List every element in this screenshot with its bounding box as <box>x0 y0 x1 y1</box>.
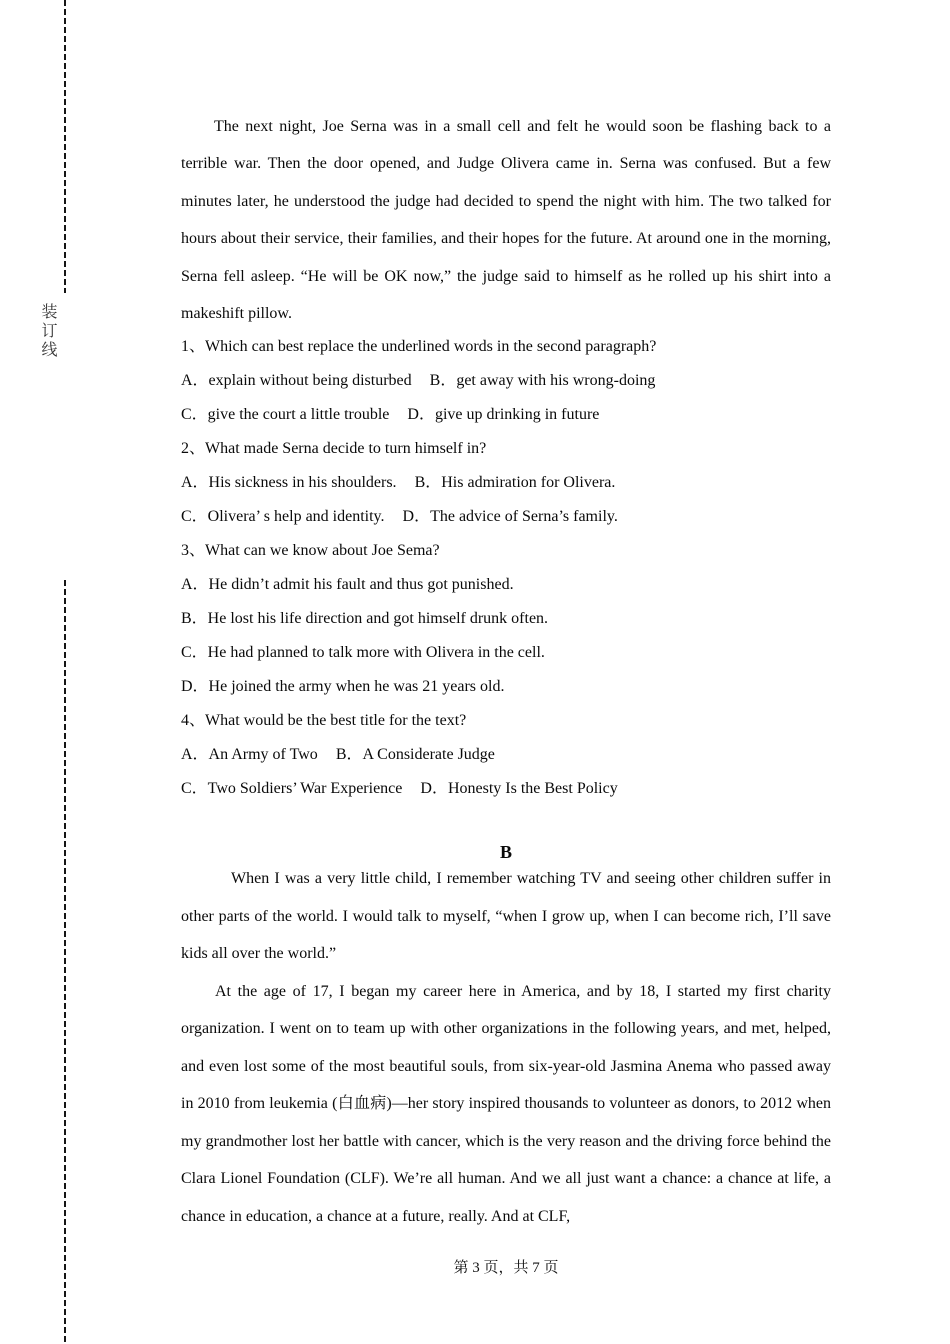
question-4-options-row-2 <box>181 772 881 806</box>
question-2-option-a: A．His sickness in his shoulders. <box>181 474 397 491</box>
question-1-option-d: D．give up drinking in future <box>407 406 600 423</box>
question-3-option-b: B．He lost his life direction and got himself drunk often. <box>181 610 549 627</box>
passage-b-paragraph-1: When I was a very little child, I remember watching TV and seeing other children suffer in other parts of the world. I would talk to myself, “when I grow up, when I can become rich, I’ll save kids all over the world.” <box>181 870 831 962</box>
question-3-option-a: A．He didn’t admit his fault and thus got punished. <box>181 576 514 593</box>
question-1-prompt: 1、Which can best replace the underlined words in the second paragraph? <box>181 338 657 355</box>
question-2-options-row-2 <box>181 500 881 534</box>
passage-a-paragraph: The next night, Joe Serna was in a small cell and felt he would soon be flashing back to a terrible war. Then the door opened, and Judge Olivera came in. Serna was confused. But a few minutes later, he understood the judge had decided to spend the night with him. The two talked for hours about their service, their families, and their hopes for the future. At around one in the morning, Serna fell asleep. “He will be OK now,” the judge said to himself as he rolled up his shirt into a makeshift pillow. <box>181 118 831 323</box>
question-3-option-c: C．He had planned to talk more with Olivera in the cell. <box>181 644 545 661</box>
binding-line-bottom <box>64 580 66 1344</box>
question-2-prompt: 2、What made Serna decide to turn himself in? <box>181 440 487 457</box>
question-4-option-b: B．A Considerate Judge <box>335 746 495 763</box>
question-1-options-row-1 <box>181 364 881 398</box>
question-2-option-d: D．The advice of Serna’s family. <box>402 508 618 525</box>
passage-b <box>181 860 831 1235</box>
question-4-prompt: 4、What would be the best title for the text? <box>181 712 467 729</box>
question-4-option-a: A．An Army of Two <box>181 746 318 763</box>
binding-line-top <box>64 0 66 293</box>
page-footer: 第 3 页，共 7 页 <box>453 1260 559 1276</box>
question-1-option-b: B．get away with his wrong-doing <box>429 372 656 389</box>
questions-block <box>181 330 881 806</box>
question-2-option-b: B．His admiration for Olivera. <box>414 474 616 491</box>
question-2-option-c: C．Olivera’ s help and identity. <box>181 508 385 525</box>
binding-label: 装订线 <box>39 303 56 360</box>
question-4-options-row-1 <box>181 738 881 772</box>
question-3-prompt: 3、What can we know about Joe Sema? <box>181 542 440 559</box>
question-1-option-a: A．explain without being disturbed <box>181 372 412 389</box>
question-2-options-row-1 <box>181 466 881 500</box>
question-1-option-c: C．give the court a little trouble <box>181 406 390 423</box>
passage-b-heading: B <box>499 842 512 862</box>
question-1-options-row-2 <box>181 398 881 432</box>
question-4-option-d: D．Honesty Is the Best Policy <box>420 780 618 797</box>
question-4-option-c: C．Two Soldiers’ War Experience <box>181 780 403 797</box>
passage-b-paragraph-2: At the age of 17, I began my career here in America, and by 18, I started my first charity organization. I went on to team up with other organizations in the following years, and met, helped, and even lost some of the most beautiful souls, from six-year-old Jasmina Anema who passed away in 2010 from leukemia (白血病)—her story inspired thousands to volunteer as donors, to 2012 when my grandmother lost her battle with cancer, which is the very reason and the driving force behind the Clara Lionel Foundation (CLF). We’re all human. And we all just want a chance: a chance at life, a chance in education, a chance at a future, really. And at CLF, <box>181 982 831 1225</box>
question-3-option-d: D．He joined the army when he was 21 years old. <box>181 678 505 695</box>
